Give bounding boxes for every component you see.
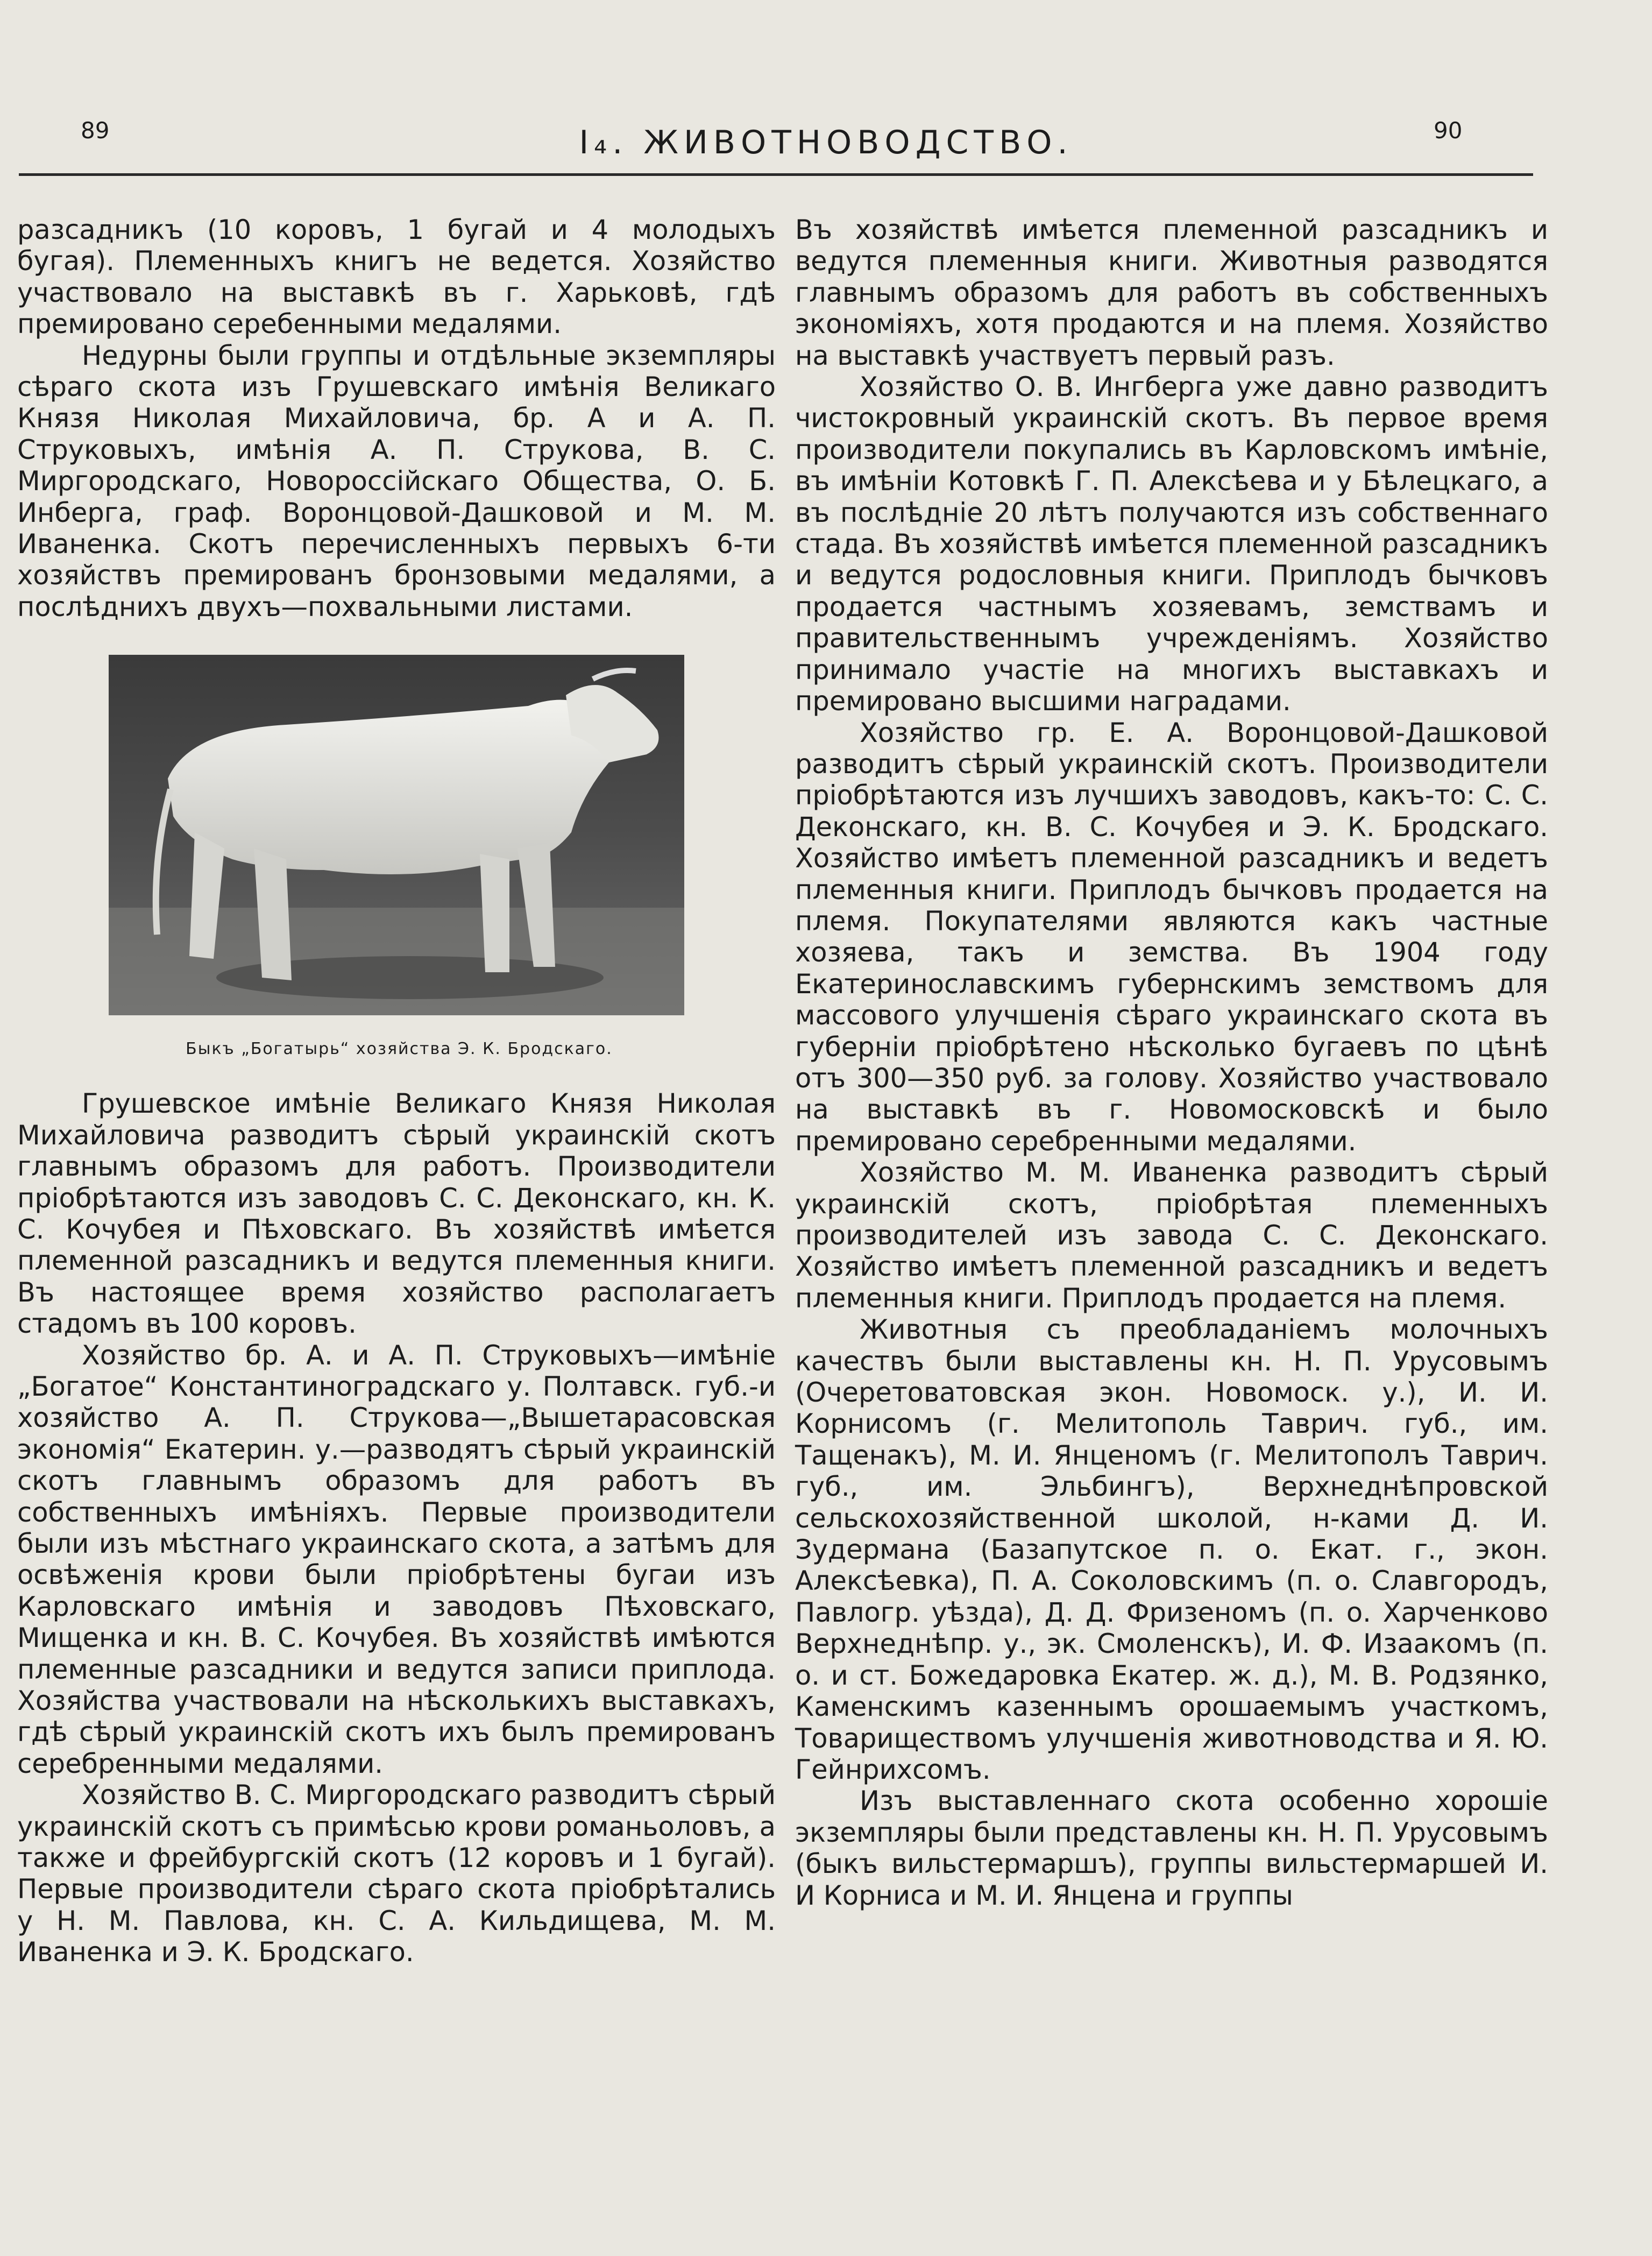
header-rule [19, 173, 1533, 176]
paragraph: Хозяйство М. М. Иваненка разводитъ сѣрый украинскій скотъ, пріобрѣтая племенныхъ производителей изъ завода С. С. Деконскаго. Хозяйство имѣетъ племенной разсадникъ и ведетъ племенныя книги. Приплодъ продается на племя. [795, 1157, 1548, 1314]
page-number-right: 90 [1434, 117, 1463, 144]
left-column [17, 214, 776, 1968]
right-column [795, 214, 1548, 1911]
paragraph: Хозяйство гр. Е. А. Воронцовой-Дашковой разводитъ сѣрый украинскій скотъ. Производители пріобрѣтаются изъ лучшихъ заводовъ, какъ-то: С. С. Деконскаго, кн. В. С. Кочубея и Э. К. Бродскаго. Хозяйство имѣетъ племенной разсадникъ и ведетъ племенныя книги. Приплодъ бычковъ продается на племя. Покупателями являются какъ частные хозяева, такъ и земства. Въ 1904 году Екатеринославскимъ губернскимъ земствомъ для массового улучшенія сѣраго украинскаго скота въ губерніи пріобрѣтено нѣсколько бугаевъ по цѣнѣ отъ 300—350 руб. за голову. Хозяйство участвовало на выставкѣ въ г. Новомосковскѣ и было премировано серебренными медалями. [795, 717, 1548, 1157]
figure-caption: Быкъ „Богатырь“ хозяйства Э. К. Бродскаго. [186, 1039, 613, 1059]
paragraph: Грушевское имѣніе Великаго Князя Николая Михайловича разводитъ сѣрый украинскій скотъ главнымъ образомъ для работъ. Производители пріобрѣтаются изъ заводовъ С. С. Деконскаго, кн. К. С. Кочубея и Пѣховскаго. Въ хозяйствѣ имѣется племенной разсадникъ и ведутся племенныя книги. Въ настоящее время хозяйство располагаетъ стадомъ въ 100 коровъ. [17, 1088, 776, 1340]
paragraph: Въ хозяйствѣ имѣется племенной разсадникъ и ведутся племенныя книги. Животныя разводятся главнымъ образомъ для работъ въ собственныхъ экономіяхъ, хотя продаются и на племя. Хозяйство на выставкѣ участвуетъ первый разъ. [795, 214, 1548, 371]
paragraph: Изъ выставленнаго скота особенно хорошіе экземпляры были представлены кн. Н. П. Урусовымъ (быкъ вильстермаршъ), группы вильстермаршей И. И Корниса и М. И. Янцена и группы [795, 1785, 1548, 1911]
paragraph: Недурны были группы и отдѣльные экземпляры сѣраго скота изъ Грушевскаго имѣнія Великаго Князя Николая Михайловича, бр. А и А. П. Струковыхъ, имѣнія А. П. Струкова, В. С. Миргородскаго, Новороссійскаго Общества, О. Б. Инберга, граф. Воронцовой-Дашковой и М. М. Иваненка. Скотъ перечисленныхъ первыхъ 6-ти хозяйствъ премированъ бронзовыми медалями, а послѣднихъ двухъ—похвальными листами. [17, 340, 776, 623]
paragraph: Животныя съ преобладаніемъ молочныхъ качествъ были выставлены кн. Н. П. Урусовымъ (Очеретоватовская экон. Новомоск. у.), И. И. Корнисомъ (г. Мелитополь Таврич. губ., им. Тащенакъ), М. И. Янценомъ (г. Мелитополъ Таврич. губ., им. Эльбингъ), Верхнеднѣпровской сельскохозяйственной школой, н-ками Д. И. Зудермана (Базапутское п. о. Екат. г., экон. Алексѣевка), П. А. Соколовскимъ (п. о. Славгородъ, Павлогр. уѣзда), Д. Д. Фризеномъ (п. о. Харченково Верхнеднѣпр. у., эк. Смоленскъ), И. Ф. Изаакомъ (п. о. и ст. Божедаровка Екатер. ж. д.), М. В. Родзянко, Каменскимъ казеннымъ орошаемымъ участкомъ, Товариществомъ улучшенія животноводства и Я. Ю. Гейнрихсомъ. [795, 1314, 1548, 1785]
paragraph: Хозяйство В. С. Миргородскаго разводитъ сѣрый украинскій скотъ съ примѣсью крови романьоловъ, а также и фрейбургскій скотъ (12 коровъ и 1 бугай). Первые производители сѣраго скота пріобрѣтались у Н. М. Павлова, кн. С. А. Кильдищева, М. М. Иваненка и Э. К. Бродскаго. [17, 1779, 776, 1968]
running-title: I₄. ЖИВОТНОВОДСТВО. [579, 124, 1073, 161]
page-number-left: 89 [81, 117, 110, 144]
bull-photo [109, 655, 684, 1015]
paragraph: Хозяйство бр. А. и А. П. Струковыхъ—имѣніе „Богатое“ Константиноградскаго у. Полтавск. губ.-и хозяйство А. П. Струкова—„Вышетарасовская экономія“ Екатерин. у.—разводятъ сѣрый украинскій скотъ главнымъ образомъ для работъ въ собственныхъ имѣніяхъ. Первые производители были изъ мѣстнаго украинскаго скота, а затѣмъ для освѣженія крови были пріобрѣтены бугаи изъ Карловскаго имѣнія и заводовъ Пѣховскаго, Мищенка и кн. В. С. Кочубея. Въ хозяйствѣ имѣются племенные разсадники и ведутся записи приплода. Хозяйства участвовали на нѣсколькихъ выставкахъ, гдѣ сѣрый украинскій скотъ ихъ былъ премированъ серебренными медалями. [17, 1339, 776, 1779]
paragraph: Хозяйство О. В. Ингберга уже давно разводитъ чистокровный украинскій скотъ. Въ первое время производители покупались въ Карловскомъ имѣніе, въ имѣніи Котовкѣ Г. П. Алексѣева и у Бѣлецкаго, а въ послѣдніе 20 лѣтъ получаются изъ собственнаго стада. Въ хозяйствѣ имѣется племенной разсадникъ и ведутся родословныя книги. Приплодъ бычковъ продается частнымъ хозяевамъ, земствамъ и правительственнымъ учрежденіямъ. Хозяйство принимало участіе на многихъ выставкахъ и премировано высшими наградами. [795, 371, 1548, 717]
figure [109, 655, 700, 1058]
paragraph: разсадникъ (10 коровъ, 1 бугай и 4 молодыхъ бугая). Племенныхъ книгъ не ведется. Хозяйство участвовало на выставкѣ въ г. Харьковѣ, гдѣ премировано серебенными медалями. [17, 214, 776, 340]
